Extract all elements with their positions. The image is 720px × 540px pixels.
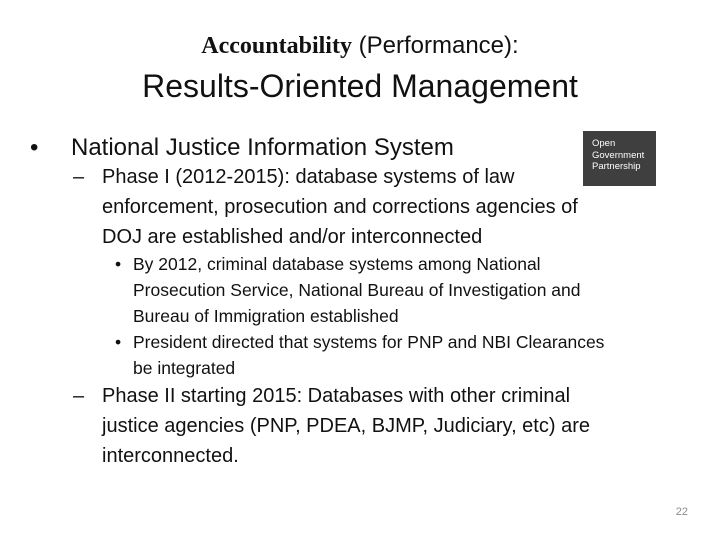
- president-line1: President directed that systems for PNP and NBI Clearances: [133, 332, 605, 352]
- sub-bullet-marker: •: [115, 332, 122, 352]
- phase1-line3: DOJ are established and/or interconnected: [102, 226, 483, 248]
- sub-bullet-marker: •: [115, 254, 122, 274]
- by2012-line3: Bureau of Immigration established: [133, 306, 399, 326]
- phase2-line1: Phase II starting 2015: Databases with other criminal: [102, 385, 571, 407]
- phase1-line2: enforcement, prosecution and corrections agencies of: [102, 196, 578, 218]
- logo-line1: Open: [592, 138, 616, 149]
- by2012-line1: By 2012, criminal database systems among National: [133, 254, 541, 274]
- title-rest: (Performance):: [351, 32, 519, 59]
- logo-line2: Government: [592, 149, 645, 161]
- bullet-text-national-justice: National Justice Information System: [71, 134, 454, 161]
- open-government-partnership-logo: [583, 131, 656, 186]
- logo-line3: Partnership: [592, 161, 641, 172]
- president-line2: be integrated: [133, 358, 236, 378]
- bullet-marker: •: [30, 134, 39, 161]
- phase2-line2: justice agencies (PNP, PDEA, BJMP, Judiciary, etc) are: [102, 415, 590, 437]
- slide-title-line1: [0, 30, 720, 62]
- by2012-line2: Prosecution Service, National Bureau of Investigation and: [133, 280, 581, 300]
- dash-marker: –: [73, 166, 85, 188]
- phase1-line1: Phase I (2012-2015): database systems of law: [102, 166, 515, 188]
- dash-marker: –: [73, 385, 85, 407]
- phase2-line3: interconnected.: [102, 445, 239, 467]
- page-number: 22: [675, 506, 688, 518]
- title-bold-word: Accountability: [201, 33, 352, 59]
- slide-title-line2: Results-Oriented Management: [142, 68, 578, 104]
